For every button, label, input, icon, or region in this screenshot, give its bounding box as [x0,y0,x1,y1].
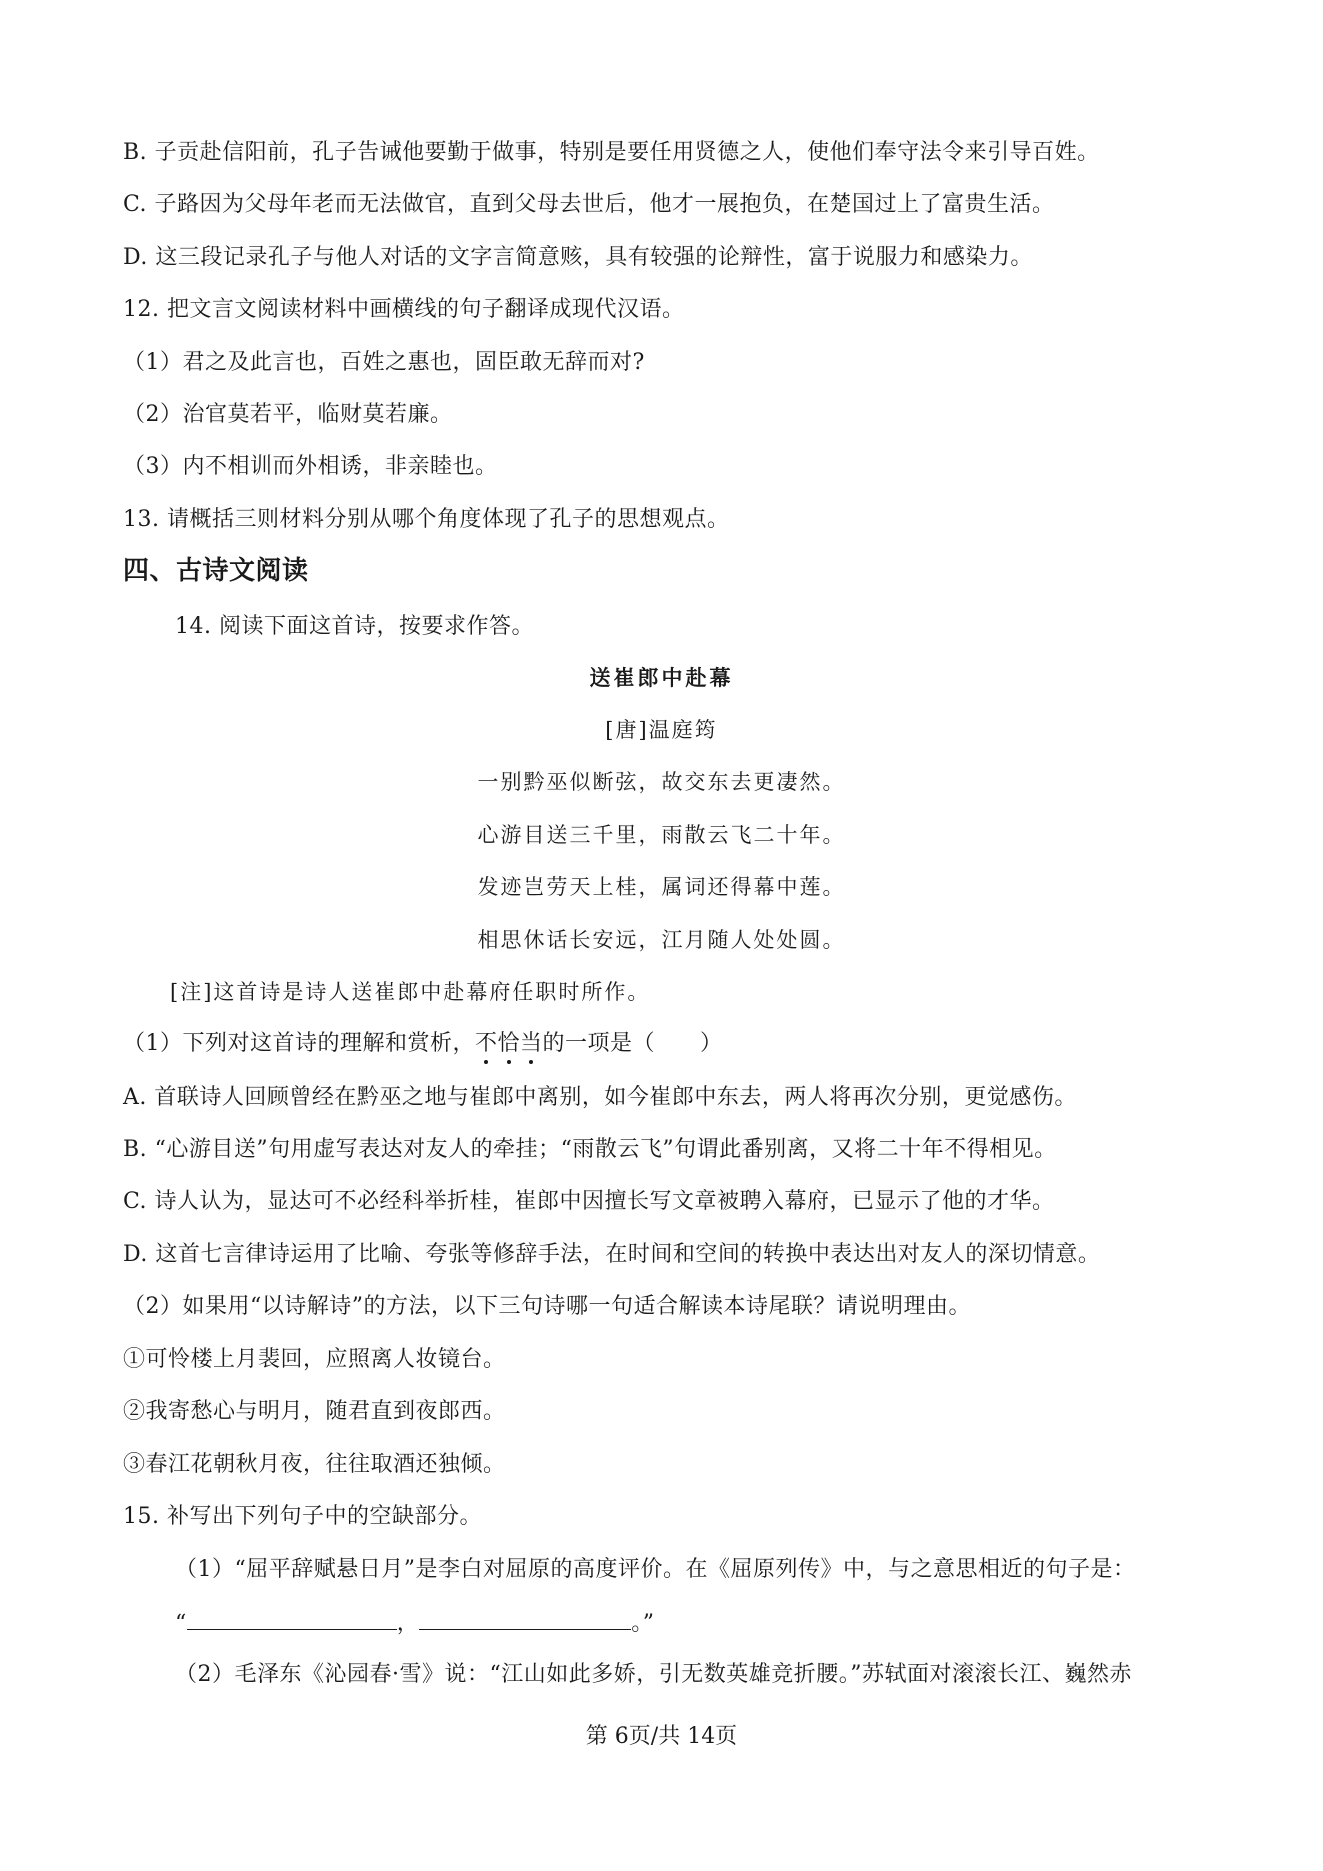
answer-blank-2[interactable] [419,1607,631,1630]
emphasis-char: 恰 [498,1031,521,1056]
blank-separator: ， [396,1611,420,1636]
poem-title: 送崔郎中赴幕 [589,665,734,690]
question-14-part-1 [123,1029,723,1059]
question-12: 12. 把文言文阅读材料中画横线的句子翻译成现代汉语。 [123,297,685,322]
choice-b: B. “心游目送”句用虚写表达对友人的牵挂；“雨散云飞”句谓此番别离，又将二十年不得相见。 [123,1137,1057,1162]
question-15-part-2: （2）毛泽东《沁园春·雪》说：“江山如此多娇，引无数英雄竞折腰。”苏轼面对滚滚长江、巍然赤 [175,1662,1132,1687]
question-13: 13. 请概括三则材料分别从哪个角度体现了孔子的思想观点。 [123,507,730,532]
candidate-verse-2: ②我寄愁心与明月，随君直到夜郎西。 [123,1399,506,1424]
question-15: 15. 补写出下列句子中的空缺部分。 [123,1504,482,1529]
question-12-part-1: （1）君之及此言也，百姓之惠也，固臣敢无辞而对? [123,350,645,375]
option-b-text: B. 子贡赴信阳前，孔子告诫他要勤于做事，特别是要任用贤德之人，使他们奉守法令来引导百姓。 [123,140,1100,165]
question-14: 14. 阅读下面这首诗，按要求作答。 [175,614,534,639]
poem-author: [唐]温庭筠 [605,718,718,742]
choice-d: D. 这首七言律诗运用了比喻、夸张等修辞手法，在时间和空间的转换中表达出对友人的深切情意。 [123,1242,1101,1267]
question-14-part-1-lead: （1）下列对这首诗的理解和赏析， [123,1031,475,1056]
question-12-part-2: （2）治官莫若平，临财莫若廉。 [123,402,453,427]
choice-a: A. 首联诗人回顾曾经在黔巫之地与崔郎中离别，如今崔郎中东去，两人将再次分别，更觉感伤。 [123,1085,1077,1110]
candidate-verse-1: ①可怜楼上月裴回，应照离人妆镜台。 [123,1347,506,1372]
answer-blank-1[interactable] [187,1607,397,1630]
fill-blank-line [175,1607,655,1639]
poem-line-2: 心游目送三千里，雨散云飞二十年。 [477,823,846,847]
section-heading: 四、古诗文阅读 [123,556,309,586]
emphasis-char: 当 [520,1031,543,1056]
option-c-text: C. 子路因为父母年老而无法做官，直到父母去世后，他才一展抱负，在楚国过上了富贵生活。 [123,192,1055,217]
poem-line-3: 发迹岂劳天上桂，属词还得幕中莲。 [477,875,846,899]
candidate-verse-3: ③春江花朝秋月夜，往往取酒还独倾。 [123,1452,506,1477]
choice-c: C. 诗人认为，显达可不必经科举折桂，崔郎中因擅长写文章被聘入幕府，已显示了他的才华。 [123,1189,1055,1214]
question-12-part-3: （3）内不相训而外相诱，非亲睦也。 [123,454,498,479]
poem-line-1: 一别黔巫似断弦，故交东去更凄然。 [477,770,846,794]
option-d-text: D. 这三段记录孔子与他人对话的文字言简意赅，具有较强的论辩性，富于说服力和感染力。 [123,245,1033,270]
poem-line-4: 相思休话长安远，江月随人处处圆。 [477,928,846,952]
close-quote: 。” [631,1611,655,1636]
poem-note: [注]这首诗是诗人送崔郎中赴幕府任职时所作。 [170,980,651,1004]
question-14-part-2: （2）如果用“以诗解诗”的方法，以下三句诗哪一句适合解读本诗尾联？请说明理由。 [123,1294,971,1319]
page-number: 第 6页/共 14页 [585,1724,738,1749]
open-quote: “ [175,1611,187,1636]
question-14-part-1-tail: 的一项是（ ） [542,1031,723,1056]
question-15-part-1: （1）“屈平辞赋悬日月”是李白对屈原的高度评价。在《屈原列传》中，与之意思相近的句子是： [175,1557,1136,1582]
emphasis-char: 不 [475,1031,498,1056]
